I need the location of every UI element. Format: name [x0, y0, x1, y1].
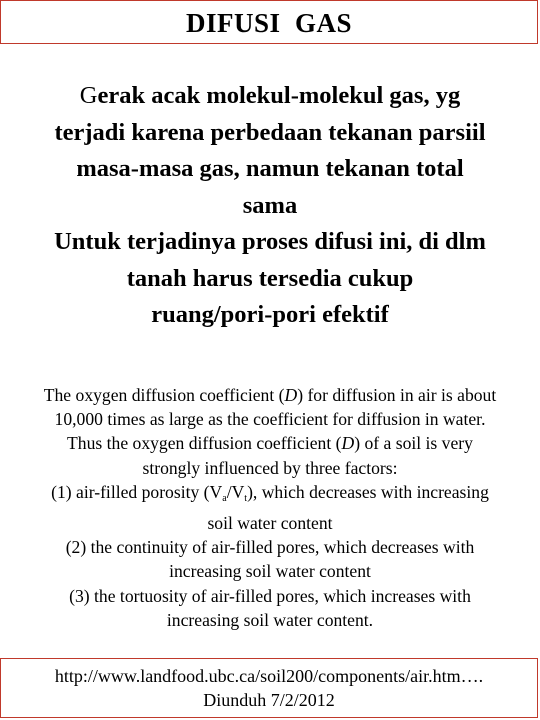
english-line-5-a: (1) air-filled porosity (V: [51, 481, 223, 502]
download-date: Diunduh 7/2/2012: [203, 690, 335, 710]
english-line-3-a: Thus the oxygen diffusion coefficient (: [67, 433, 342, 454]
source-box: [0, 658, 538, 718]
main-line-1-rest: erak acak molekul-molekul gas, yg: [97, 82, 461, 109]
english-line-6: soil water content: [207, 513, 333, 534]
diffusion-symbol-d: D: [341, 433, 355, 454]
english-line-5-mid: /V: [226, 481, 245, 502]
english-line-1-a: The oxygen diffusion coefficient (: [43, 385, 285, 405]
source-url: http://www.landfood.ubc.ca/soil200/components/air.htm….: [54, 666, 484, 686]
main-line-5: Untuk terjadinya proses difusi ini, di dlm: [54, 228, 486, 255]
english-line-5: [2, 480, 538, 511]
main-line-1-initial: G: [79, 82, 98, 109]
english-line-9: (3) the tortuosity of air-filled pores, which increases with: [69, 585, 471, 606]
english-text-block: [2, 383, 538, 632]
english-line-1: [2, 383, 538, 407]
english-line-8: increasing soil water content: [169, 561, 371, 582]
main-text-block: [6, 78, 534, 334]
english-line-2: 10,000 times as large as the coefficient for diffusion in water.: [54, 409, 486, 430]
subscript-a: a: [222, 492, 227, 504]
english-line-10: increasing soil water content.: [166, 609, 374, 630]
main-line-1: [6, 78, 534, 115]
main-line-7: ruang/pori-pori efektif: [151, 301, 389, 328]
main-line-6: tanah harus tersedia cukup: [126, 264, 414, 292]
diffusion-symbol-d: D: [284, 385, 298, 405]
english-line-1-b: ) for diffusion in air is about: [297, 385, 497, 405]
main-line-4: sama: [242, 191, 298, 219]
page-title: DIFUSI GAS: [185, 8, 353, 38]
main-line-3: masa-masa gas, namun tekanan total: [76, 155, 464, 182]
english-line-4: strongly influenced by three factors:: [142, 457, 398, 478]
english-line-3-b: ) of a soil is very: [354, 433, 473, 454]
subscript-t: t: [244, 492, 248, 504]
title-box: [0, 0, 538, 44]
english-line-5-b: ), which decreases with increasing: [247, 481, 489, 502]
english-line-3: [2, 431, 538, 455]
main-line-2: terjadi karena perbedaan tekanan parsiil: [54, 118, 486, 146]
english-line-7: (2) the continuity of air-filled pores, which decreases with: [65, 537, 475, 558]
